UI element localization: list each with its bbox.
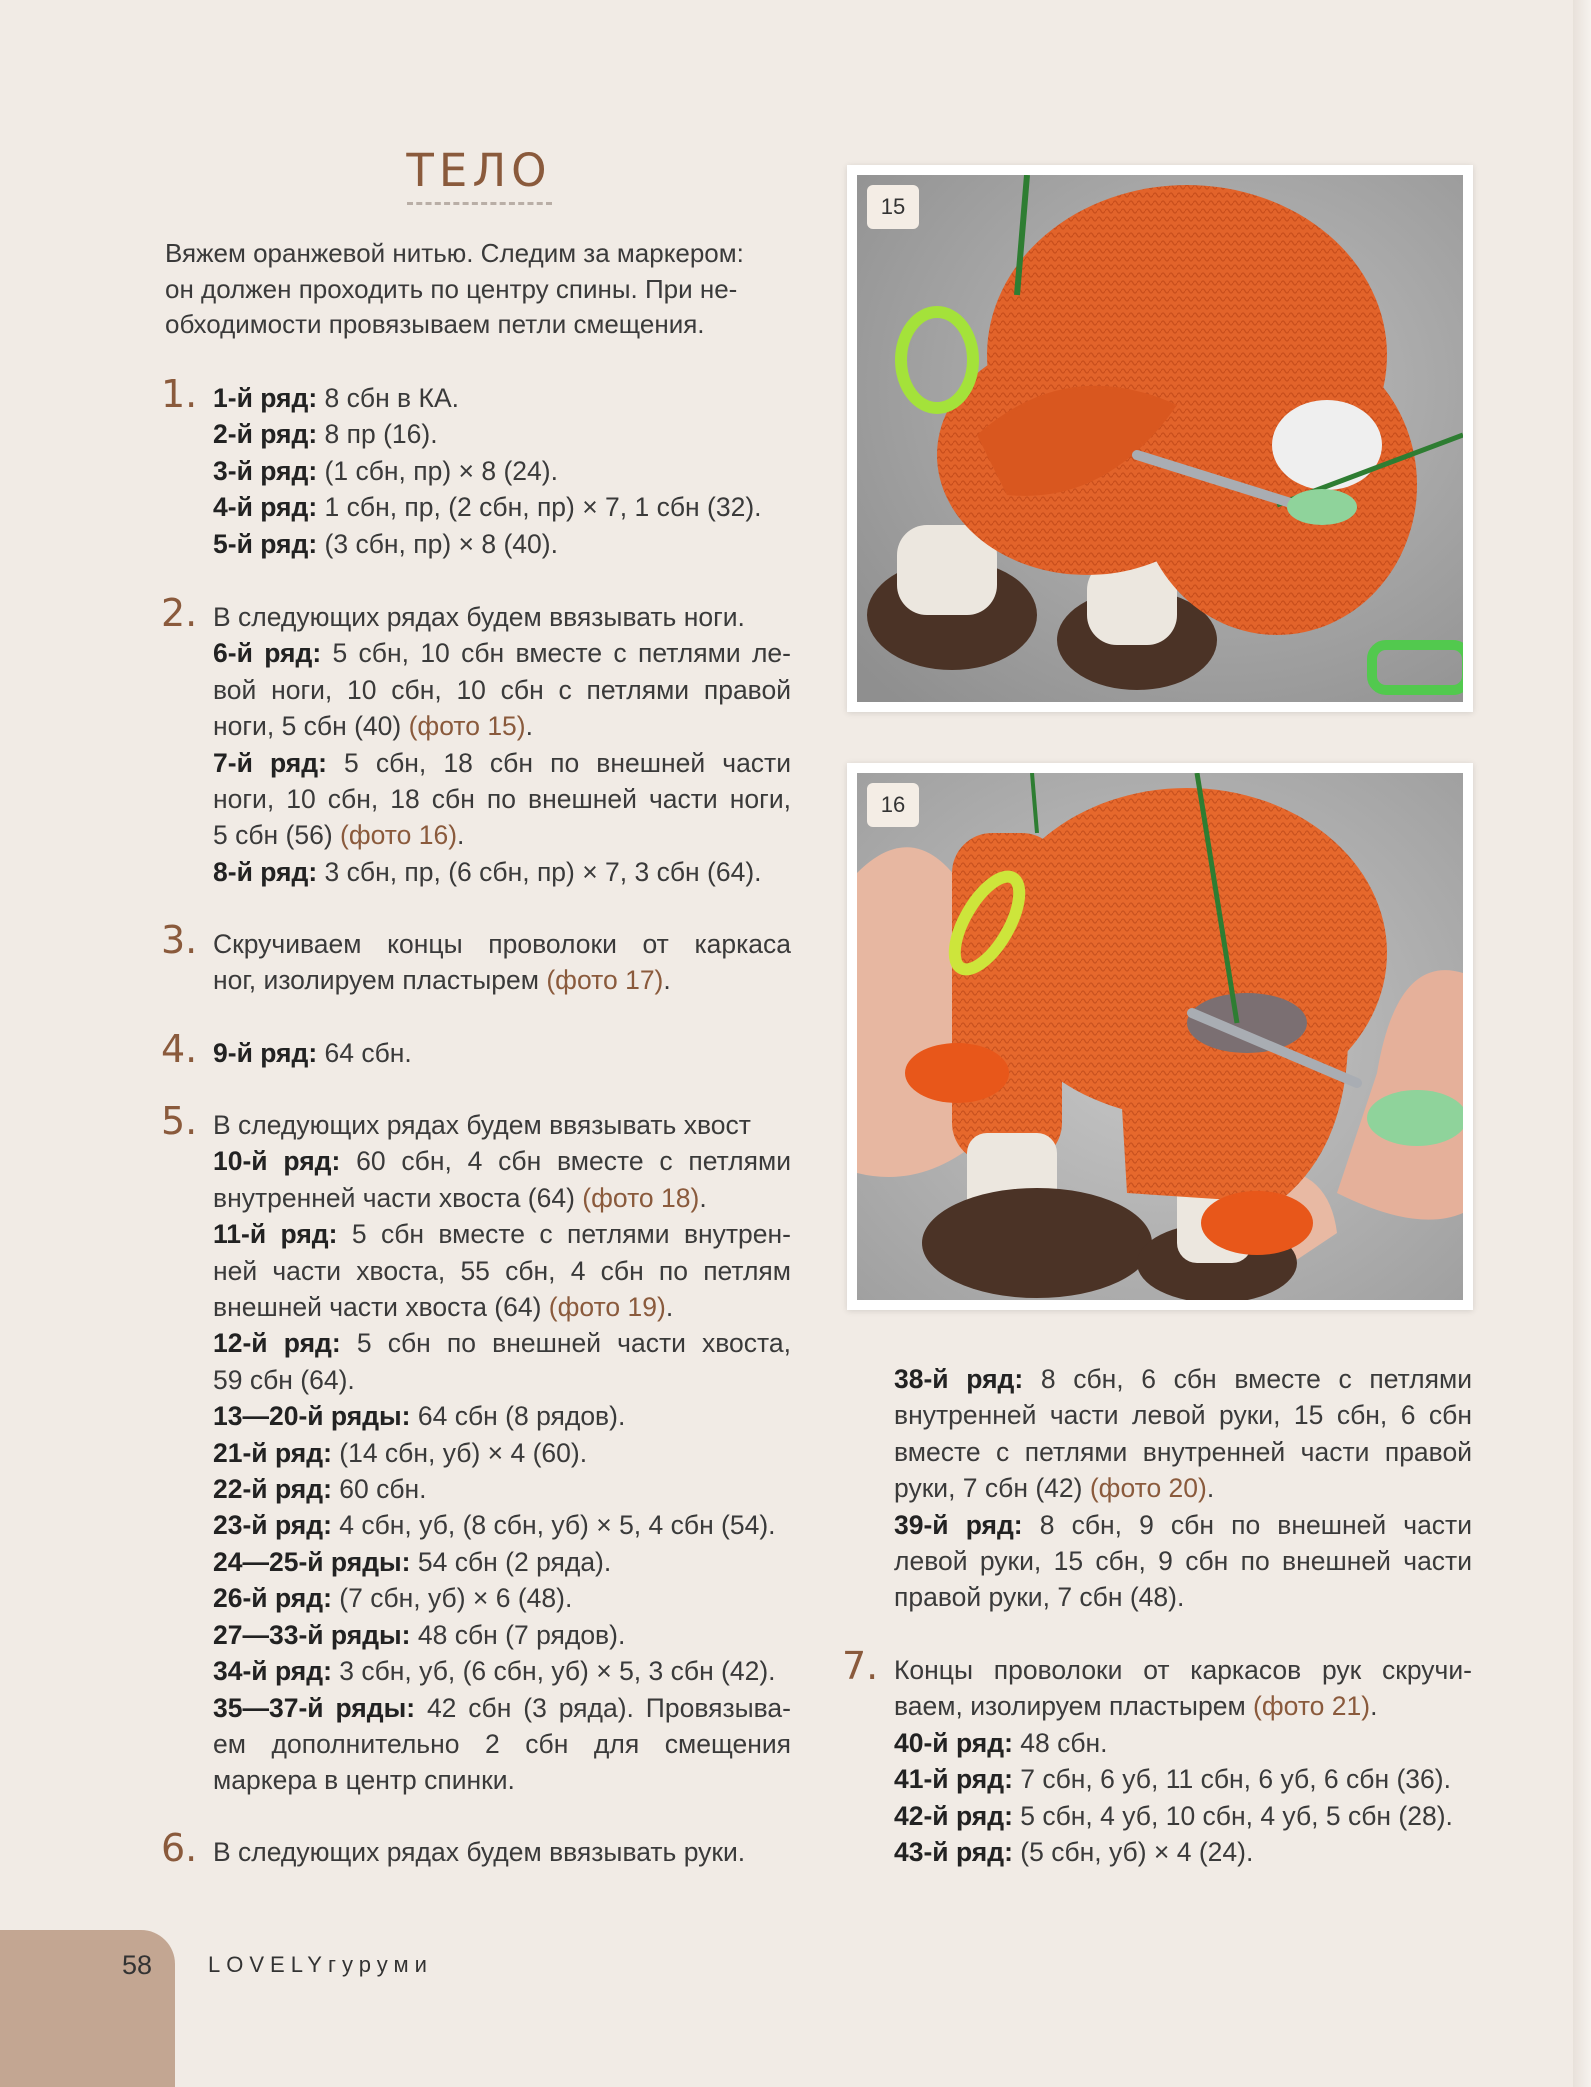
row-label: 43-й ряд: (894, 1837, 1013, 1868)
row-text: . (699, 1182, 707, 1213)
row-text: (5 сбн, уб) × 4 (24). (1012, 1837, 1254, 1868)
row-label: 34-й ряд: (213, 1656, 332, 1687)
row-text: 8 пр (16). (317, 419, 438, 450)
row-text: 5 сбн вместе с петлями внутрен- (337, 1219, 791, 1250)
row-text: 3 сбн, пр, (6 сбн, пр) × 7, 3 сбн (64). (317, 856, 762, 887)
row-line (894, 1688, 1472, 1724)
step-intro: В следующих рядах будем ввязывать руки. (213, 1837, 746, 1867)
row-text: 54 сбн (2 ряда). (410, 1546, 612, 1577)
row-line (213, 1289, 791, 1325)
row-label: 42-й ряд: (894, 1800, 1013, 1831)
row-line (213, 1216, 791, 1252)
row-line (894, 1834, 1472, 1870)
row-line (213, 489, 803, 525)
row-line: Концы проволоки от каркасов рук скручи- (894, 1655, 1472, 1685)
step-2 (161, 591, 791, 890)
row-label: 9-й ряд: (213, 1038, 318, 1068)
step-number: 6. (161, 1826, 198, 1870)
row-text: . (457, 820, 465, 851)
row-text: 5 сбн (56) (213, 820, 341, 851)
step-3 (161, 918, 791, 999)
intro-line: Вяжем оранжевой нитью. Следим за маркером: (165, 238, 744, 268)
row-label: 26-й ряд: (213, 1583, 332, 1614)
row-text: (3 сбн, пр) × 8 (40). (317, 528, 558, 559)
row-label: 24—25-й ряды: (213, 1546, 411, 1577)
row-line: вой ноги, 10 сбн, 10 сбн с петлями правой (213, 674, 791, 705)
row-label: 8-й ряд: (213, 856, 318, 887)
row-text: . (663, 965, 671, 996)
row-text: 8 сбн, 9 сбн по внешней части (1022, 1509, 1472, 1540)
row-line (894, 1761, 1472, 1797)
row-label: 5-й ряд: (213, 528, 318, 559)
row-line: 59 сбн (64). (213, 1364, 355, 1395)
row-text: 8 сбн, 6 сбн вместе с петлями (1023, 1364, 1473, 1394)
row-label: 7-й ряд: (213, 747, 327, 778)
step-intro: В следующих рядах будем ввязывать хвост (213, 1110, 751, 1140)
row-label: 40-й ряд: (894, 1727, 1013, 1758)
row-text: ваем, изолируем пластырем (894, 1691, 1254, 1722)
title-underline (407, 202, 552, 205)
row-text: 8 сбн в КА. (317, 383, 459, 413)
row-text: 4 сбн, уб, (8 сбн, уб) × 5, 4 сбн (54). (331, 1510, 776, 1541)
row-text: (7 сбн, уб) × 6 (48). (331, 1583, 573, 1614)
row-line (213, 1398, 791, 1434)
photo-15-image (857, 175, 1463, 702)
row-line (213, 635, 791, 671)
row-text: 7 сбн, 6 уб, 11 сбн, 6 уб, 6 сбн (36). (1012, 1764, 1451, 1795)
row-text: . (665, 1292, 674, 1323)
row-text: руки, 7 сбн (42) (894, 1473, 1090, 1504)
row-line (213, 1435, 791, 1471)
row-line: правой руки, 7 сбн (48). (894, 1582, 1185, 1613)
row-text: (1 сбн, пр) × 8 (24). (317, 455, 558, 486)
row-text: 48 сбн. (1012, 1727, 1108, 1758)
row-label: 13—20-й ряды: (213, 1401, 411, 1432)
row-line: ем дополнительно 2 сбн для смещения (213, 1728, 791, 1759)
page-number: 58 (122, 1950, 153, 1980)
row-text: 64 сбн (8 рядов). (410, 1401, 626, 1432)
photo-reference: (фото 21) (1253, 1691, 1371, 1722)
step-number: 1. (161, 372, 198, 416)
row-label: 10-й ряд: (213, 1146, 341, 1177)
row-label: 39-й ряд: (894, 1509, 1023, 1540)
photo-15 (847, 165, 1473, 712)
row-text: внешней части хвоста (64) (213, 1292, 549, 1323)
row-line: внутренней части левой руки, 15 сбн, 6 сбн (894, 1400, 1472, 1431)
step-number: 4. (161, 1027, 198, 1071)
row-label: 35—37-й ряды: (213, 1692, 416, 1723)
photo-reference: (фото 16) (340, 820, 458, 851)
photo-number-badge: 15 (867, 185, 919, 229)
row-line (213, 453, 803, 489)
row-label: 11-й ряд: (213, 1219, 338, 1250)
row-text: ноги, 5 сбн (40) (213, 711, 409, 742)
row-line (213, 380, 803, 416)
row-line: ней части хвоста, 55 сбн, 4 сбн по петлям (213, 1255, 791, 1286)
row-line (213, 854, 791, 890)
row-line (213, 526, 803, 562)
photo-reference: (фото 17) (546, 965, 664, 996)
row-line (213, 1507, 791, 1543)
photo-reference: (фото 20) (1089, 1473, 1207, 1504)
row-label: 41-й ряд: (894, 1764, 1013, 1795)
row-line (213, 1690, 791, 1726)
row-label: 27—33-й ряды: (213, 1619, 411, 1650)
photo-reference: (фото 19) (548, 1292, 666, 1323)
step-number: 7. (842, 1644, 879, 1688)
row-label: 23-й ряд: (213, 1510, 332, 1541)
row-text: . (1370, 1691, 1378, 1722)
row-text: 3 сбн, уб, (6 сбн, уб) × 5, 3 сбн (42). (331, 1656, 776, 1687)
row-line (213, 962, 791, 998)
row-line (213, 1544, 791, 1580)
row-line (894, 1798, 1472, 1834)
intro-paragraph (165, 236, 795, 343)
row-line (213, 416, 803, 452)
row-line (213, 1325, 791, 1361)
photo-16 (847, 763, 1473, 1310)
row-line (213, 817, 791, 853)
row-line (213, 1180, 791, 1216)
row-line: ноги, 10 сбн, 18 сбн по внешней части ноги, (213, 784, 791, 815)
row-label: 12-й ряд: (213, 1328, 341, 1359)
row-text: 5 сбн, 10 сбн вместе с петлями ле- (321, 638, 791, 669)
row-line (213, 1471, 791, 1507)
row-line (894, 1361, 1472, 1397)
row-text: 64 сбн. (317, 1038, 412, 1068)
row-line: Скручиваем концы проволоки от каркаса (213, 929, 791, 959)
row-line: маркера в центр спинки. (213, 1765, 515, 1796)
photo-reference: (фото 18) (582, 1182, 700, 1213)
row-label: 1-й ряд: (213, 383, 318, 413)
row-text: 5 сбн, 18 сбн по внешней части (326, 747, 791, 778)
paper-edge (1573, 0, 1591, 2087)
row-line (894, 1507, 1472, 1543)
row-text: 42 сбн (3 ряда). Провязыва- (415, 1692, 791, 1723)
row-text: . (525, 711, 533, 742)
row-line: левой руки, 15 сбн, 9 сбн по внешней части (894, 1546, 1472, 1577)
row-text: 60 сбн, 4 сбн вместе с петлями (340, 1146, 792, 1177)
step-4 (161, 1027, 791, 1071)
row-label: 6-й ряд: (213, 638, 322, 669)
row-text: внутренней части хвоста (64) (213, 1182, 583, 1213)
row-line: вместе с петлями внутренней части правой (894, 1436, 1472, 1467)
row-label: 22-й ряд: (213, 1474, 332, 1505)
step-5 (161, 1099, 792, 1799)
step-1 (161, 372, 803, 562)
step-6 (161, 1826, 813, 1870)
row-text: 5 сбн, 4 уб, 10 сбн, 4 уб, 5 сбн (28). (1012, 1800, 1453, 1831)
photo-16-image (857, 773, 1463, 1300)
row-text: 5 сбн по внешней части хвоста, (340, 1328, 791, 1359)
step-7 (842, 1644, 1472, 1870)
step-intro: В следующих рядах будем ввязывать ноги. (213, 602, 745, 632)
row-line (894, 1725, 1472, 1761)
row-line (213, 1035, 791, 1071)
row-line (213, 1143, 791, 1179)
row-line (213, 1617, 791, 1653)
row-text: 60 сбн. (331, 1474, 427, 1505)
row-line (213, 708, 791, 744)
row-line (213, 1580, 791, 1616)
photo-number-badge: 16 (867, 783, 919, 827)
intro-line: он должен проходить по центру спины. При не- (165, 273, 738, 304)
step-number: 2. (161, 591, 198, 635)
photo-reference: (фото 15) (408, 711, 526, 742)
step-6-continued (894, 1361, 1472, 1616)
row-label: 3-й ряд: (213, 455, 318, 486)
step-number: 5. (161, 1099, 198, 1143)
row-line (213, 745, 791, 781)
row-label: 21-й ряд: (213, 1437, 332, 1468)
row-line (894, 1470, 1472, 1506)
row-label: 38-й ряд: (894, 1364, 1024, 1394)
row-label: 2-й ряд: (213, 419, 318, 450)
row-text: . (1206, 1473, 1215, 1504)
brand-name: LOVELYгуруми (208, 1952, 433, 1977)
section-title: ТЕЛО (406, 144, 552, 197)
step-number: 3. (161, 918, 198, 962)
row-text: ног, изолируем пластырем (213, 965, 547, 996)
row-text: 1 сбн, пр, (2 сбн, пр) × 7, 1 сбн (32). (317, 492, 762, 523)
row-text: (14 сбн, уб) × 4 (60). (331, 1437, 588, 1468)
row-text: 48 сбн (7 рядов). (410, 1619, 626, 1650)
intro-line: обходимости провязываем петли смещения. (165, 309, 705, 339)
row-label: 4-й ряд: (213, 492, 318, 523)
row-line (213, 1653, 791, 1689)
